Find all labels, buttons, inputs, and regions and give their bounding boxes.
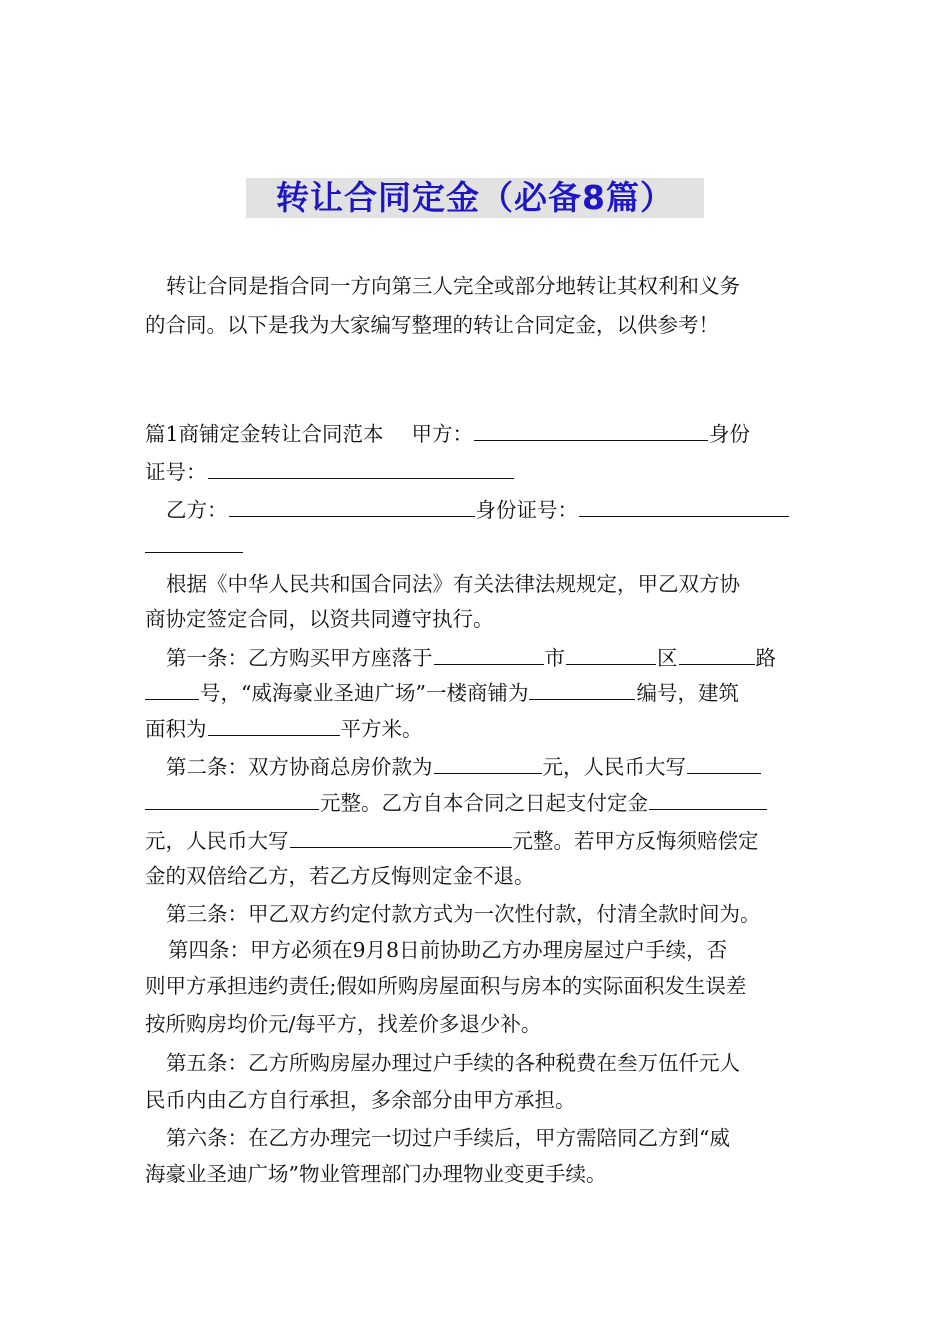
road-blank [679,642,755,665]
district-blank [566,642,656,665]
number-blank [145,677,199,700]
id-number-b-blank [579,494,789,517]
party-a-blank [474,418,708,441]
basis-line-1: 根据《中华人民共和国合同法》有关法律法规规定，甲乙双方协 [166,572,740,596]
deposit-blank [649,787,767,810]
article-2-text-d: 元，人民币大写 [145,829,289,853]
section-1-heading-line [145,418,750,446]
id-number-b-blank-cont [145,530,243,553]
id-line-a [145,456,515,484]
article-1-text-f: 编号，建筑 [636,681,739,705]
article-3-line: 第三条：甲乙双方约定付款方式为一次性付款，付清全款时间为。 [166,902,761,926]
party-b-label: 乙方： [166,498,228,522]
article-1-text-a: 第一条：乙方购买甲方座落于 [166,646,433,670]
article-5-line-2: 民币内由乙方自行承担，多余部分由甲方承担。 [145,1088,576,1112]
basis-line-2: 商协定签定合同，以资共同遵守执行。 [145,607,494,631]
price-words-blank-cont [145,787,319,810]
article-1-line-1 [166,642,776,670]
party-b-line [166,494,790,522]
section-heading: 篇1商铺定金转让合同范本 [145,422,384,446]
article-6-line-2: 海豪业圣迪广场”物业管理部门办理物业变更手续。 [145,1162,607,1186]
document-title: 转让合同定金（必备8篇） [276,178,674,217]
intro-line-2: 的合同。以下是我为大家编写整理的转让合同定金，以供参考！ [145,313,719,337]
article-2-line-1 [166,751,762,779]
city-blank [434,642,544,665]
article-2-text-a: 第二条：双方协商总房价款为 [166,755,433,779]
article-1-text-b: 市 [544,646,565,670]
id-label-a: 身份 [709,422,751,446]
article-1-line-2 [145,677,739,705]
total-price-blank [434,751,542,774]
article-2-line-2 [145,787,768,815]
article-6-line-1: 第六条：在乙方办理完一切过户手续后，甲方需陪同乙方到“威 [166,1126,730,1150]
article-2-text-c: 元整。乙方自本合同之日起支付定金 [320,791,648,815]
article-1-text-g: 面积为 [145,717,207,741]
article-2-line-3 [145,825,759,853]
title-highlight [246,178,704,218]
article-1-text-d: 路 [755,646,776,670]
price-words-blank [687,751,761,774]
id-line-b-cont [145,530,244,558]
shop-number-blank [529,677,635,700]
article-1-text-c: 区 [657,646,678,670]
article-4-line-3: 按所购房均价元/每平方，找差价多退少补。 [145,1012,542,1036]
article-2-text-b: 元，人民币大写 [542,755,686,779]
article-1-line-3 [145,713,423,741]
article-2-text-e: 元整。若甲方反悔须赔偿定 [512,829,759,853]
deposit-words-blank [290,825,512,848]
id-number-a-blank [208,456,514,479]
id-label-b: 身份证号： [475,498,578,522]
article-1-text-e: 号，“威海豪业圣迪广场”一楼商铺为 [200,681,529,705]
article-5-line-1: 第五条：乙方所购房屋办理过户手续的各种税费在叁万伍仟元人 [166,1051,740,1075]
article-2-line-4: 金的双倍给乙方，若乙方反悔则定金不退。 [145,864,535,888]
party-a-label: 甲方： [411,422,474,446]
article-4-line-1: 第四条：甲方必须在9月8日前协助乙方办理房屋过户手续，否 [168,938,728,962]
intro-line-1: 转让合同是指合同一方向第三人完全或部分地转让其权利和义务 [166,274,740,298]
area-blank [208,713,340,736]
article-4-line-2: 则甲方承担违约责任;假如所购房屋面积与房本的实际面积发生误差 [145,974,747,998]
party-b-blank [229,494,475,517]
article-1-text-h: 平方米。 [340,717,423,741]
id-label-a-cont: 证号： [145,460,207,484]
